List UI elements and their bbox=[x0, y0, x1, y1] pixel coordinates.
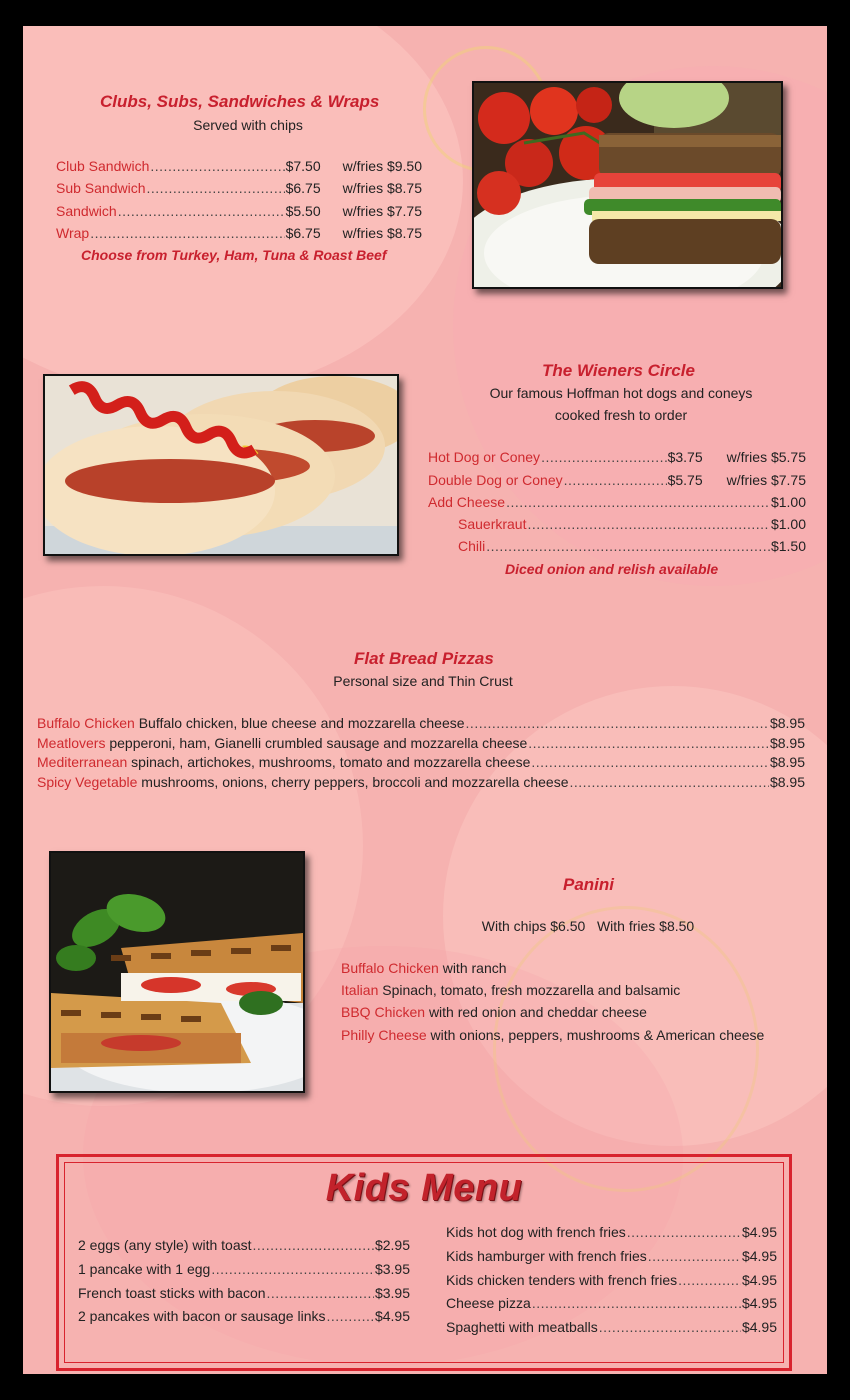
addon-item bbox=[458, 516, 806, 532]
item-name: Spaghetti with meatballs bbox=[446, 1319, 598, 1335]
item-description: with ranch bbox=[442, 960, 507, 976]
item-name: BBQ Chicken bbox=[341, 1004, 426, 1020]
kids-item bbox=[78, 1261, 410, 1277]
item-price: $8.95 bbox=[769, 774, 805, 790]
menu-item bbox=[37, 735, 805, 751]
item-price: $4.95 bbox=[741, 1295, 777, 1311]
item-price: $4.95 bbox=[374, 1308, 410, 1324]
item-name: Kids hamburger with french fries bbox=[446, 1248, 647, 1264]
menu-item bbox=[37, 715, 805, 731]
item-description: mushrooms, onions, cherry peppers, broccoli and mozzarella cheese bbox=[141, 774, 569, 790]
kids-item bbox=[446, 1272, 777, 1288]
item-price: $5.50 bbox=[285, 203, 321, 219]
kids-item bbox=[446, 1319, 777, 1335]
item-price: $4.95 bbox=[741, 1248, 777, 1264]
menu-item bbox=[56, 180, 422, 196]
kids-item bbox=[78, 1308, 410, 1324]
item-price: $4.95 bbox=[741, 1319, 777, 1335]
menu-item bbox=[56, 225, 422, 241]
wieners-note: Diced onion and relish available bbox=[505, 561, 719, 577]
item-description: spinach, artichokes, mushrooms, tomato and mozzarella cheese bbox=[131, 754, 531, 770]
pizzas-title: Flat Bread Pizzas bbox=[354, 649, 494, 668]
clubs-title: Clubs, Subs, Sandwiches & Wraps bbox=[100, 92, 380, 111]
item-name: Hot Dog or Coney bbox=[428, 449, 541, 465]
item-fries-price: w/fries $5.75 bbox=[726, 449, 806, 465]
sandwich-photo bbox=[472, 81, 783, 289]
item-price: $3.95 bbox=[374, 1261, 410, 1277]
item-description: Spinach, tomato, fresh mozzarella and balsamic bbox=[382, 982, 681, 998]
panini-item bbox=[341, 1004, 647, 1020]
item-name: Buffalo Chicken bbox=[341, 960, 439, 976]
item-price: $7.50 bbox=[285, 158, 321, 174]
item-price: $1.00 bbox=[770, 494, 806, 510]
item-price: $1.50 bbox=[770, 538, 806, 554]
item-price: $6.75 bbox=[285, 180, 321, 196]
kids-menu-box bbox=[56, 1154, 792, 1371]
item-name: Add Cheese bbox=[428, 494, 506, 510]
wieners-title: The Wieners Circle bbox=[542, 361, 695, 380]
menu-item bbox=[428, 449, 806, 465]
hot-dogs-photo bbox=[43, 374, 399, 556]
item-name: Spicy Vegetable bbox=[37, 774, 138, 790]
item-name: Italian bbox=[341, 982, 379, 998]
item-description: with red onion and cheddar cheese bbox=[428, 1004, 647, 1020]
item-name: French toast sticks with bacon bbox=[78, 1285, 266, 1301]
item-name: Philly Cheese bbox=[341, 1027, 427, 1043]
item-name: Double Dog or Coney bbox=[428, 472, 563, 488]
item-name: 2 pancakes with bacon or sausage links bbox=[78, 1308, 326, 1324]
panini-title: Panini bbox=[563, 875, 615, 894]
clubs-subtitle: Served with chips bbox=[193, 117, 303, 133]
bg-ring bbox=[493, 906, 759, 1192]
item-price: $4.95 bbox=[741, 1224, 777, 1240]
wieners-subtitle-line2: cooked fresh to order bbox=[554, 407, 688, 423]
item-fries-price: w/fries $7.75 bbox=[726, 472, 806, 488]
panini-item bbox=[341, 960, 507, 976]
kids-item bbox=[78, 1237, 410, 1253]
item-name: Kids hot dog with french fries bbox=[446, 1224, 626, 1240]
pizzas-subtitle: Personal size and Thin Crust bbox=[333, 673, 513, 689]
item-name: Club Sandwich bbox=[56, 158, 150, 174]
item-price: $3.95 bbox=[374, 1285, 410, 1301]
item-fries-price: w/fries $8.75 bbox=[342, 225, 422, 241]
menu-item bbox=[37, 774, 805, 790]
item-name: Kids chicken tenders with french fries bbox=[446, 1272, 678, 1288]
item-price: $8.95 bbox=[769, 735, 805, 751]
item-fries-price: w/fries $8.75 bbox=[342, 180, 422, 196]
panini-photo bbox=[49, 851, 305, 1093]
panini-item bbox=[341, 1027, 764, 1043]
item-description: pepperoni, ham, Gianelli crumbled sausage and mozzarella cheese bbox=[109, 735, 528, 751]
item-name: Cheese pizza bbox=[446, 1295, 531, 1311]
menu-item bbox=[37, 754, 805, 770]
item-description: Buffalo chicken, blue cheese and mozzarella cheese bbox=[138, 715, 465, 731]
item-name: Sandwich bbox=[56, 203, 117, 219]
item-price: $1.00 bbox=[770, 516, 806, 532]
item-price: $5.75 bbox=[667, 472, 703, 488]
addon-item bbox=[458, 538, 806, 554]
kids-item bbox=[446, 1224, 777, 1240]
item-fries-price: w/fries $7.75 bbox=[342, 203, 422, 219]
wieners-subtitle-line1: Our famous Hoffman hot dogs and coneys bbox=[489, 385, 753, 401]
item-name: Wrap bbox=[56, 225, 90, 241]
panini-item bbox=[341, 982, 680, 998]
kids-item bbox=[446, 1295, 777, 1311]
menu-item bbox=[56, 158, 422, 174]
clubs-note: Choose from Turkey, Ham, Tuna & Roast Beef bbox=[81, 247, 387, 263]
menu-item bbox=[428, 472, 806, 488]
menu-page bbox=[23, 26, 827, 1374]
item-name: Mediterranean bbox=[37, 754, 128, 770]
menu-item bbox=[56, 203, 422, 219]
kids-item bbox=[78, 1285, 410, 1301]
item-name: 2 eggs (any style) with toast bbox=[78, 1237, 252, 1253]
item-name: Chili bbox=[458, 538, 486, 554]
item-name: Sauerkraut bbox=[458, 516, 527, 532]
item-name: Meatlovers bbox=[37, 735, 106, 751]
item-description: with onions, peppers, mushrooms & American cheese bbox=[430, 1027, 765, 1043]
item-fries-price: w/fries $9.50 bbox=[342, 158, 422, 174]
item-name: 1 pancake with 1 egg bbox=[78, 1261, 211, 1277]
item-price: $8.95 bbox=[769, 715, 805, 731]
kids-item bbox=[446, 1248, 777, 1264]
item-price: $4.95 bbox=[741, 1272, 777, 1288]
addon-item bbox=[428, 494, 806, 510]
item-price: $8.95 bbox=[769, 754, 805, 770]
item-name: Buffalo Chicken bbox=[37, 715, 135, 731]
item-price: $6.75 bbox=[285, 225, 321, 241]
item-price: $3.75 bbox=[667, 449, 703, 465]
item-price: $2.95 bbox=[374, 1237, 410, 1253]
panini-prices: With chips $6.50 With fries $8.50 bbox=[481, 918, 695, 934]
item-name: Sub Sandwich bbox=[56, 180, 146, 196]
kids-menu-title: Kids Menu bbox=[325, 1167, 523, 1209]
